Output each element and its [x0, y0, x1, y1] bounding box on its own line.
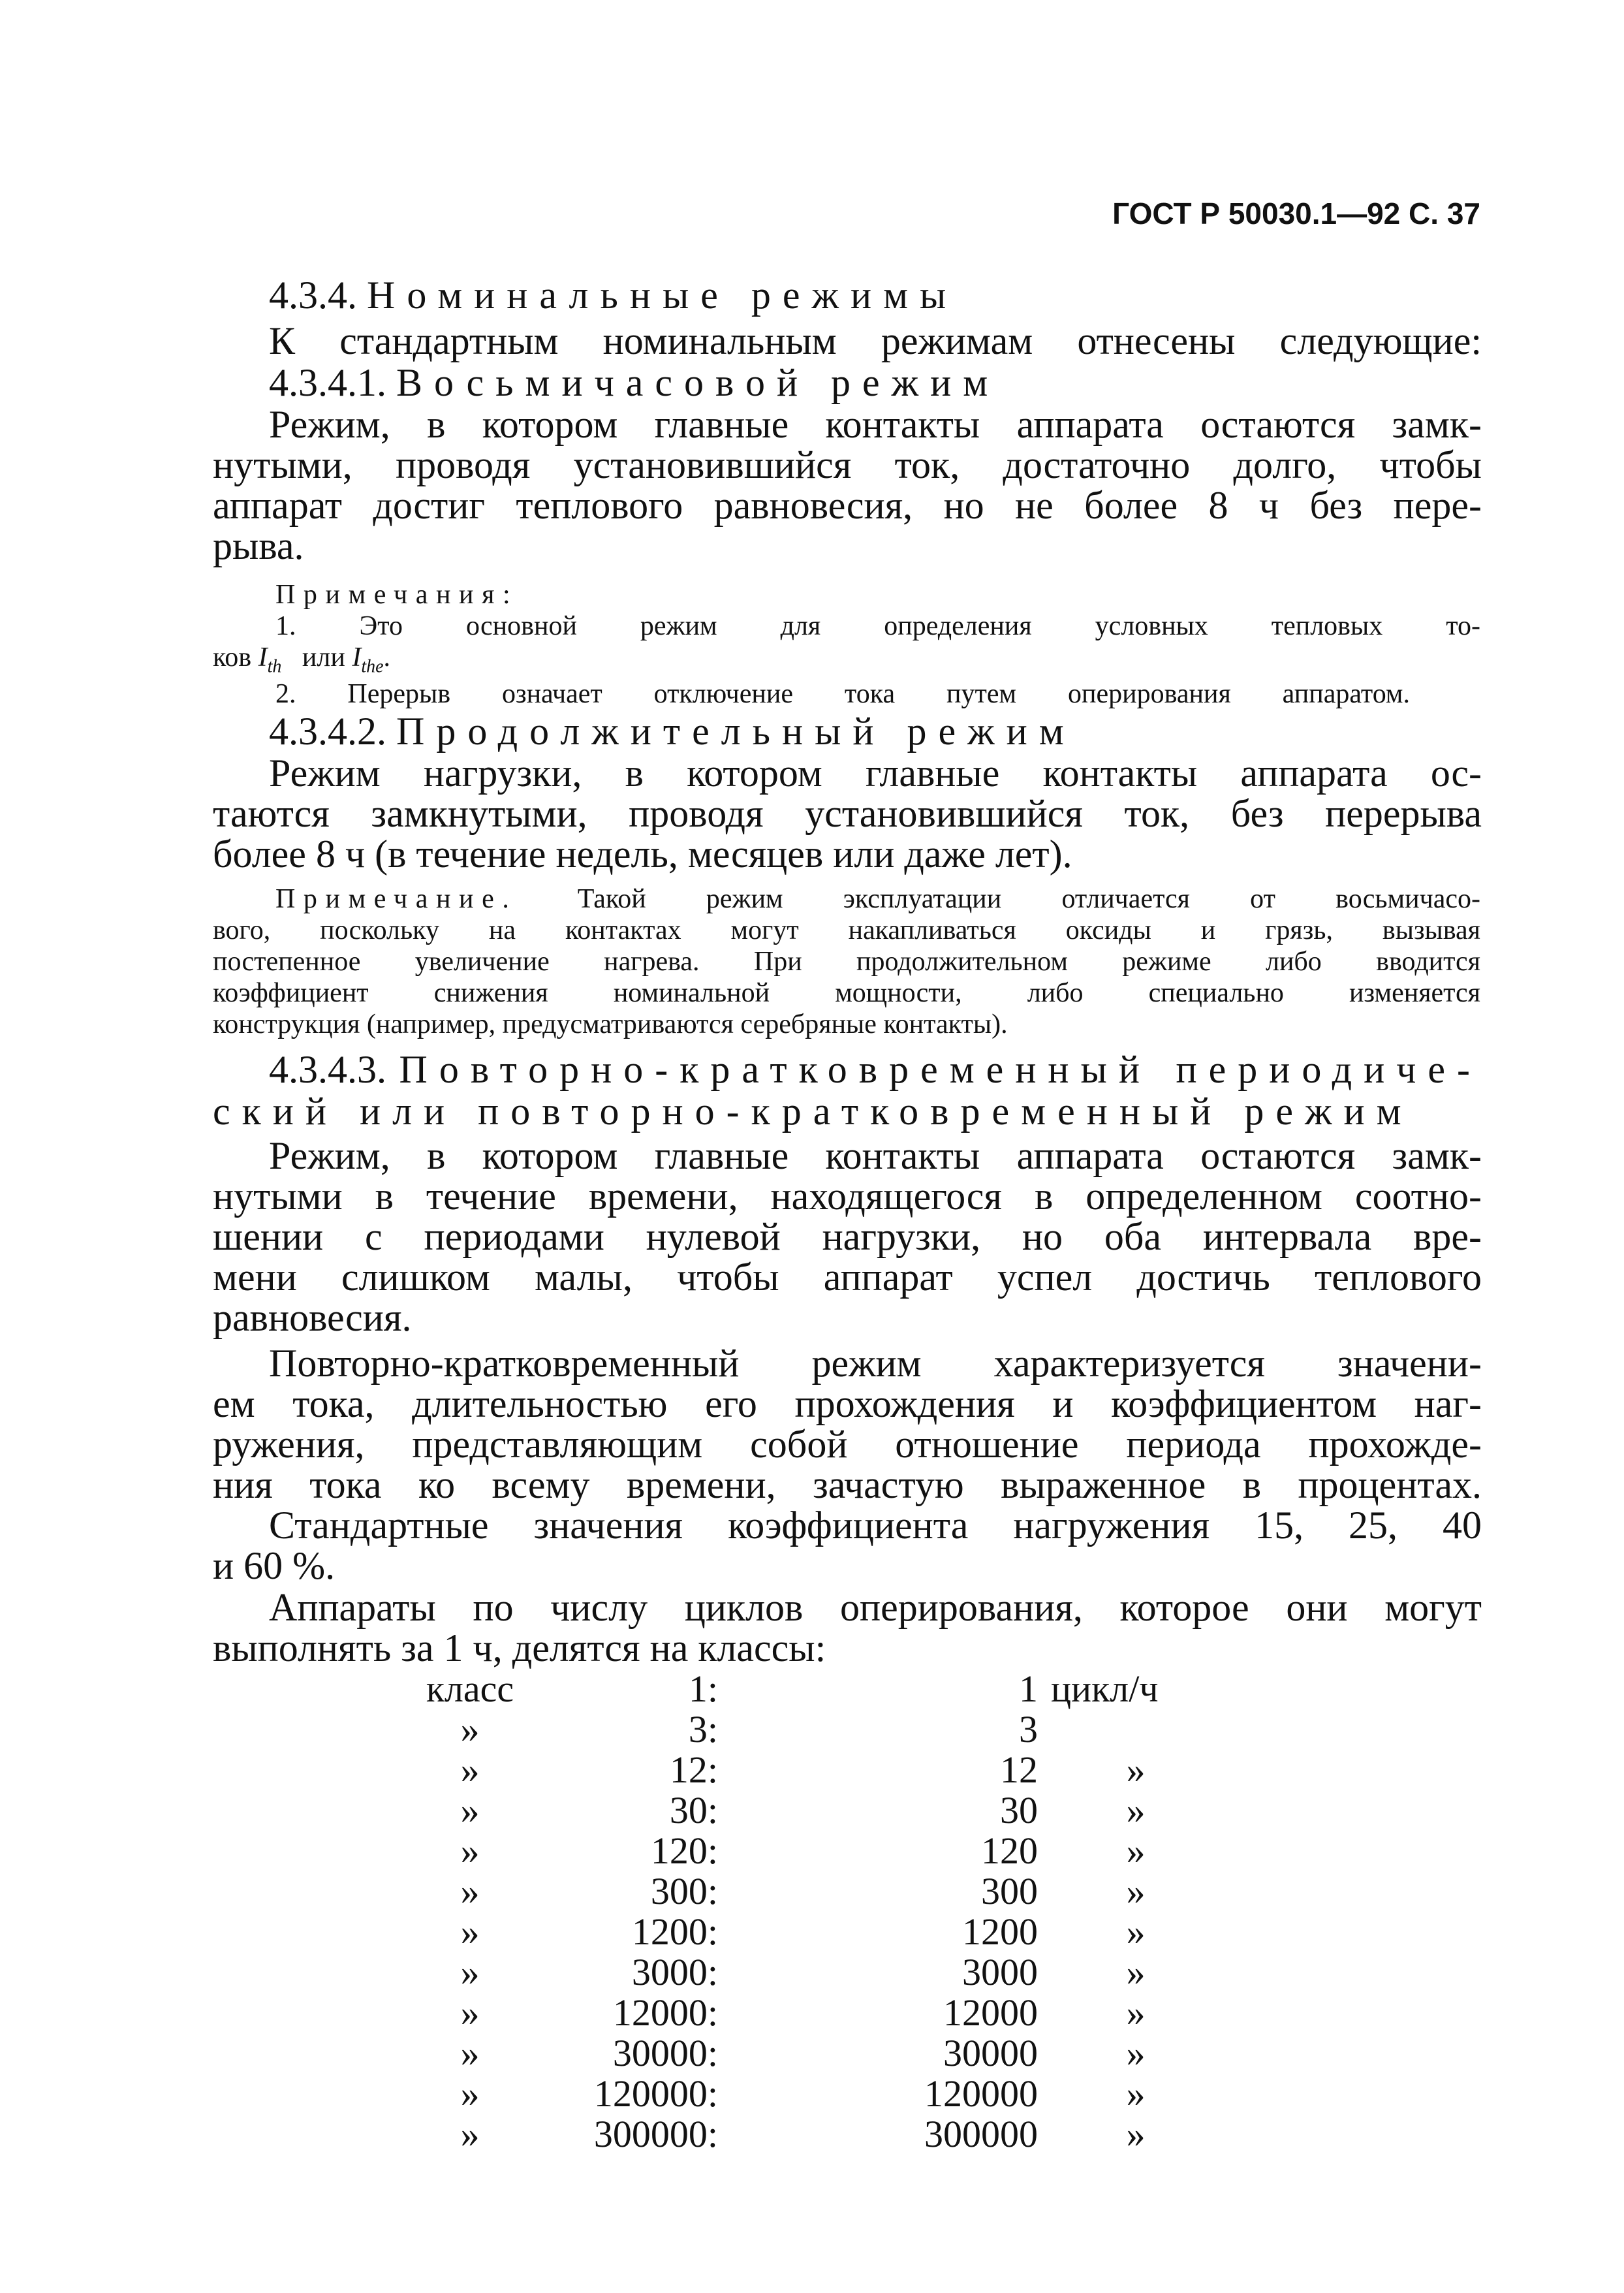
paragraph-line: нутыми, проводя установившийся ток, достаточно долго, чтобы	[213, 443, 1482, 486]
row-label: »	[460, 1870, 480, 1912]
cycles-unit: »	[1126, 1748, 1146, 1791]
paragraph-line: ем тока, длительностью его прохождения и коэффициентом наг-	[213, 1382, 1482, 1425]
section-number: 4.3.4.	[269, 274, 357, 317]
running-title: ГОСТ Р 50030.1—92 С. 37	[1112, 197, 1480, 230]
paragraph-line: Режим, в котором главные контакты аппарата остаются замк-	[269, 403, 1482, 446]
cycles-unit: цикл/ч	[1051, 1668, 1159, 1710]
section-intro: К стандартным номинальным режимам отнесены следующие:	[269, 319, 1482, 362]
note-line: вого, поскольку на контактах могут накапливаться оксиды и грязь, вызывая	[213, 915, 1480, 945]
paragraph-line: ния тока ко всему времени, зачастую выраженное в процентах.	[213, 1463, 1482, 1506]
row-label: »	[460, 2072, 480, 2115]
section-heading-4-3-4-3	[269, 1050, 1482, 1089]
paragraph-line: ружения, представляющим собой отношение периода прохожде-	[213, 1423, 1482, 1466]
cycles-value: 3	[1019, 1708, 1038, 1750]
paragraph-line: нутыми в течение времени, находящегося в определенном соотно-	[213, 1175, 1482, 1218]
paragraph-line: аппарат достиг теплового равновесия, но не более 8 ч без пере-	[213, 484, 1482, 527]
class-number: 120000:	[593, 2072, 718, 2115]
row-label: »	[460, 1991, 480, 2034]
section-number: 4.3.4.3.	[269, 1048, 386, 1091]
class-number: 1200:	[631, 1910, 718, 1953]
section-number: 4.3.4.2.	[269, 710, 386, 753]
class-number: 120:	[650, 1829, 718, 1872]
class-number: 300000:	[593, 2113, 718, 2155]
cycles-unit: »	[1126, 1829, 1146, 1872]
row-label: »	[460, 1829, 480, 1872]
row-label: »	[460, 1708, 480, 1750]
cycles-unit: »	[1126, 1991, 1146, 2034]
row-label: »	[460, 1910, 480, 1953]
paragraph-line: мени слишком малы, чтобы аппарат успел достичь теплового	[213, 1256, 1482, 1299]
section-title-line: ский или повторно-кратковременный режим	[213, 1090, 1413, 1133]
cycles-value: 30	[1000, 1789, 1038, 1831]
paragraph-line: Аппараты по числу циклов оперирования, которое они могут	[269, 1586, 1482, 1629]
class-number: 3:	[688, 1708, 718, 1750]
cycles-value: 120	[981, 1829, 1038, 1872]
row-label: »	[460, 1789, 480, 1831]
note-word: ков	[213, 642, 252, 672]
row-label: »	[460, 1951, 480, 1993]
note-line: 2. Перерыв означает отключение тока путем оперирования аппаратом.	[275, 679, 1410, 709]
row-label: класс	[426, 1668, 514, 1710]
cycles-value: 300000	[924, 2113, 1038, 2155]
paragraph-line: Стандартные значения коэффициента нагружения 15, 25, 40	[269, 1504, 1482, 1547]
cycles-value: 1200	[962, 1910, 1038, 1953]
paragraph-line: рыва.	[213, 524, 304, 567]
note-line: ков $I_{th}$ или $I_{the}$.	[213, 642, 391, 677]
note-line: коэффициент снижения номинальной мощности, либо специально изменяется	[213, 978, 1480, 1008]
symbol-ithe: $I_{the}$	[352, 642, 384, 677]
cycles-unit: »	[1126, 2072, 1146, 2115]
cycles-value: 120000	[924, 2072, 1038, 2115]
paragraph-line: и 60 %.	[213, 1544, 336, 1587]
note-line	[275, 885, 1480, 913]
symbol-ith: $I_{th}$	[258, 642, 282, 677]
cycles-value: 12000	[943, 1991, 1038, 2034]
section-heading-4-3-4-1	[269, 363, 999, 402]
class-number: 30:	[669, 1789, 718, 1831]
class-number: 300:	[650, 1870, 718, 1912]
class-number: 1:	[688, 1668, 718, 1710]
cycles-unit: »	[1126, 1870, 1146, 1912]
class-number: 3000:	[631, 1951, 718, 1993]
row-label: »	[460, 2113, 480, 2155]
cycles-value: 3000	[962, 1951, 1038, 1993]
paragraph-line: Режим нагрузки, в котором главные контакты аппарата ос-	[269, 751, 1482, 795]
class-number: 30000:	[612, 2032, 718, 2074]
section-heading-4-3-4	[269, 276, 958, 315]
cycles-unit: »	[1126, 1951, 1146, 1993]
paragraph-line: выполнять за 1 ч, делятся на классы:	[213, 1626, 826, 1669]
note-word: или	[302, 642, 345, 672]
section-title: Восьмичасовой режим	[396, 361, 1000, 404]
paragraph-line: Повторно-кратковременный режим характеризуется значени-	[269, 1342, 1482, 1385]
row-label: »	[460, 2032, 480, 2074]
cycles-unit: »	[1126, 1910, 1146, 1953]
class-number: 12000:	[612, 1991, 718, 2034]
cycles-unit: »	[1126, 1789, 1146, 1831]
section-title: Продолжительный режим	[396, 710, 1076, 753]
paragraph-line: Режим, в котором главные контакты аппарата остаются замк-	[269, 1134, 1482, 1177]
cycles-unit: »	[1126, 2113, 1146, 2155]
note-line: постепенное увеличение нагрева. При продолжительном режиме либо вводится	[213, 947, 1480, 977]
note-line: 1. Это основной режим для определения условных тепловых то-	[275, 611, 1480, 641]
notes-title: Примечания:	[275, 580, 519, 610]
note-line: конструкция (например, предусматриваются серебряные контакты).	[213, 1009, 1008, 1039]
cycles-unit: »	[1126, 2032, 1146, 2074]
class-number: 12:	[669, 1748, 718, 1791]
paragraph-line: равновесия.	[213, 1296, 412, 1339]
note-title: Примечание.	[275, 884, 518, 914]
section-number: 4.3.4.1.	[269, 361, 386, 404]
cycles-value: 1	[1019, 1668, 1038, 1710]
row-label: »	[460, 1748, 480, 1791]
cycles-value: 30000	[943, 2032, 1038, 2074]
section-title-line: Повторно-кратковременный периодиче-	[399, 1048, 1482, 1091]
paragraph-line: более 8 ч (в течение недель, месяцев или даже лет).	[213, 832, 1072, 876]
section-title: Номинальные режимы	[367, 274, 958, 317]
section-heading-4-3-4-2	[269, 712, 1076, 751]
paragraph-line: шении с периодами нулевой нагрузки, но оба интервала вре-	[213, 1215, 1482, 1258]
paragraph-line: таются замкнутыми, проводя установившийся ток, без перерыва	[213, 792, 1482, 835]
cycles-value: 300	[981, 1870, 1038, 1912]
cycles-value: 12	[1000, 1748, 1038, 1791]
note-text: Такой режим эксплуатации отличается от восьмичасо-	[577, 884, 1480, 914]
